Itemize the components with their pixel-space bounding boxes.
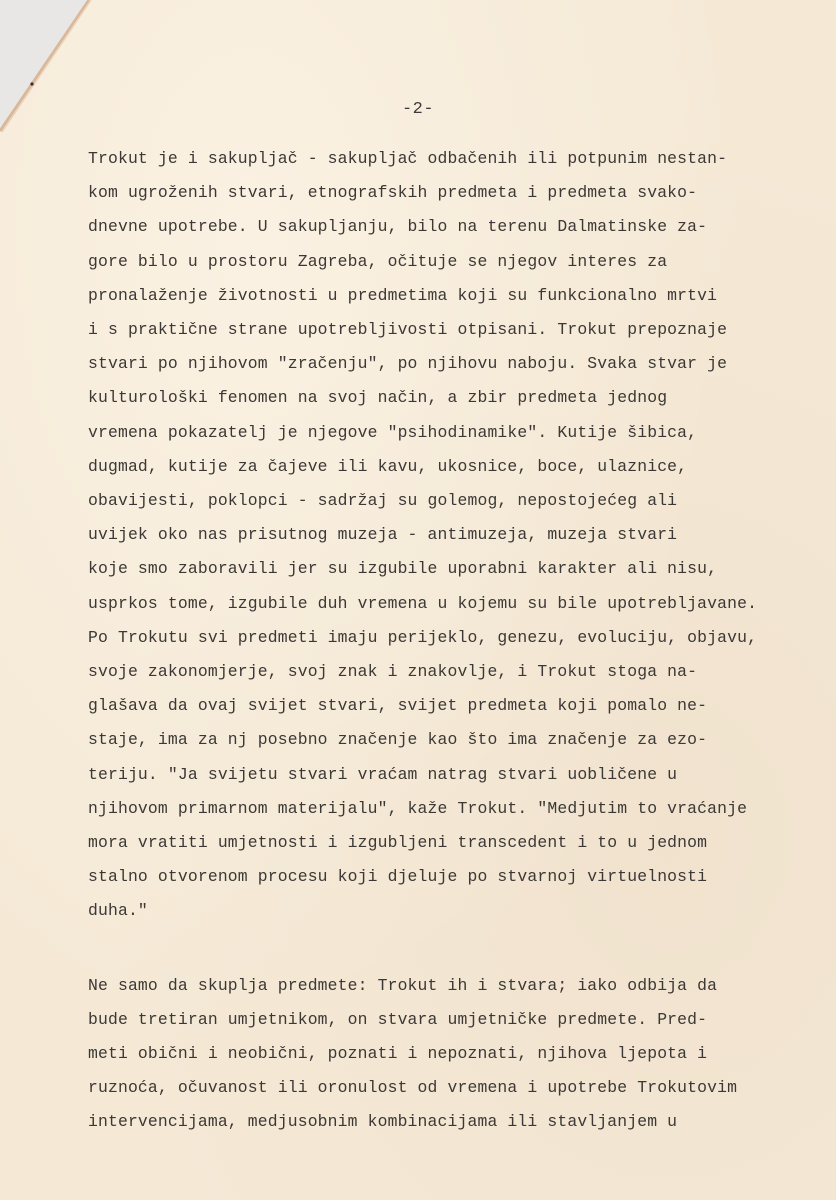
text-line: stalno otvorenom procesu koji djeluje po stvarnoj virtuelnosti — [88, 867, 708, 887]
text-line: njihovom primarnom materijalu", kaže Trokut. "Medjutim to vraćanje — [88, 798, 748, 818]
text-line: vremena pokazatelj je njegove "psihodinamike". Kutije šibica, — [88, 422, 698, 442]
text-line: svoje zakonomjerje, svoj znak i znakovlje, i Trokut stoga na- — [88, 662, 698, 682]
paragraph-1 — [88, 142, 828, 929]
page-number: -2- — [401, 100, 435, 119]
text-line: dnevne upotrebe. U sakupljanju, bilo na terenu Dalmatinske za- — [88, 217, 708, 237]
text-line: uvijek oko nas prisutnog muzeja - antimuzeja, muzeja stvari — [88, 525, 678, 545]
text-line: pronalaženje životnosti u predmetima koji su funkcionalno mrtvi — [88, 285, 718, 305]
text-line: ruznoća, očuvanost ili oronulost od vremena i upotrebe Trokutovim — [88, 1078, 738, 1098]
text-line: teriju. "Ja svijetu stvari vraćam natrag stvari uobličene u — [88, 764, 678, 784]
text-line: Ne samo da skuplja predmete: Trokut ih i stvara; iako odbija da — [88, 975, 718, 995]
text-line: kom ugroženih stvari, etnografskih predmeta i predmeta svako- — [88, 183, 698, 203]
text-line: i s praktične strane upotrebljivosti otpisani. Trokut prepoznaje — [88, 320, 728, 340]
text-line: dugmad, kutije za čajeve ili kavu, ukosnice, boce, ulaznice, — [88, 456, 688, 476]
text-line: koje smo zaboravili jer su izgubile uporabni karakter ali nisu, — [88, 559, 718, 579]
text-line: Trokut je i sakupljač - sakupljač odbačenih ili potpunim nestan- — [88, 149, 728, 168]
text-line: staje, ima za nj posebno značenje kao što ima značenje za ezo- — [88, 730, 708, 750]
paragraph-2 — [88, 969, 828, 1140]
text-line: duha." — [88, 901, 148, 921]
text-line: meti obični i neobični, poznati i nepoznati, njihova ljepota i — [88, 1044, 708, 1064]
document-body — [88, 142, 828, 1140]
text-line: obavijesti, poklopci - sadržaj su golemog, nepostojećeg ali — [88, 491, 678, 511]
text-line: intervencijama, medjusobnim kombinacijama ili stavljanjem u — [88, 1112, 678, 1132]
text-line: kulturološki fenomen na svoj način, a zbir predmeta jednog — [88, 388, 668, 408]
text-line: usprkos tome, izgubile duh vremena u kojemu su bile upotrebljavane. — [88, 593, 758, 613]
paragraph-spacer — [88, 929, 828, 969]
text-line: glašava da ovaj svijet stvari, svijet predmeta koji pomalo ne- — [88, 696, 708, 716]
text-line: stvari po njihovom "zračenju", po njihovu naboju. Svaka stvar je — [88, 354, 728, 374]
text-line: bude tretiran umjetnikom, on stvara umjetničke predmete. Pred- — [88, 1009, 708, 1029]
text-line: mora vratiti umjetnosti i izgubljeni transcedent i to u jednom — [88, 833, 708, 853]
text-line: gore bilo u prostoru Zagreba, očituje se njegov interes za — [88, 251, 668, 271]
text-line: Po Trokutu svi predmeti imaju perijeklo, genezu, evoluciju, objavu, — [88, 627, 758, 647]
